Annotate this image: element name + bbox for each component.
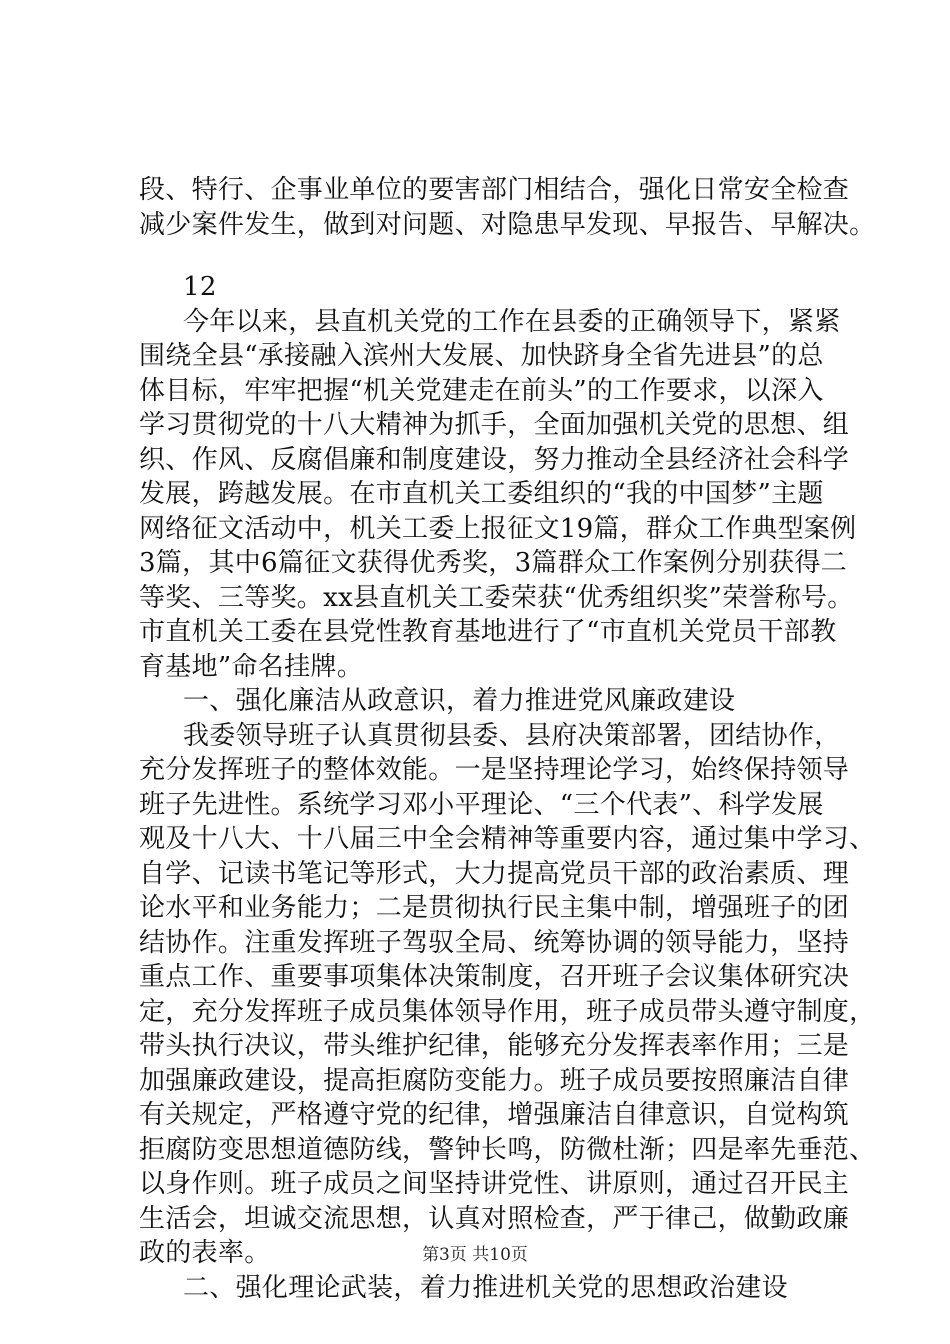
paragraph-intro — [139, 305, 857, 685]
text-line: 自学、记读书笔记等形式，大力提高党员干部的政治素质、理 — [139, 858, 850, 889]
main-content — [139, 270, 876, 1305]
text-line: 加强廉政建设，提高拒腐防变能力。班子成员要按照廉洁自律 — [139, 1065, 850, 1096]
text-line: 班子先进性。系统学习邓小平理论、“三个代表”、科学发展 — [139, 789, 824, 820]
text-line: 观及十八大、十八届三中全会精神等重要内容，通过集中学习、 — [139, 824, 876, 854]
text-line: 段、特行、企事业单位的要害部门相结合，强化日常安全检查 — [139, 175, 850, 205]
text-line: 带头执行决议，带头维护纪律，能够充分发挥表率作用；三是 — [139, 1031, 850, 1061]
text-line: 网络征文活动中，机关工委上报征文19篇，群众工作典型案例 — [139, 513, 857, 544]
section-heading-2: 二、强化理论武装，着力推进机关党的思想政治建设 — [183, 1272, 788, 1303]
text-line: 学习贯彻党的十八大精神为抓手，全面加强机关党的思想、组 — [139, 410, 850, 440]
text-line: 有关规定，严格遵守党的纪律，增强廉洁自律意识，自觉构筑 — [139, 1100, 850, 1130]
text-line: 围绕全县“承接融入滨州大发展、加快跻身全省先进县”的总 — [139, 341, 824, 371]
paragraph-integrity — [139, 719, 876, 1271]
text-line: 织、作风、反腐倡廉和制度建设，努力推动全县经济社会科学 — [139, 444, 850, 475]
text-line: 生活会，坦诚交流思想，认真对照检查，严于律己，做勤政廉 — [139, 1203, 850, 1234]
text-line: 我委领导班子认真贯彻县委、县府决策部署，团结协作， — [183, 720, 841, 751]
page-footer — [0, 1240, 950, 1265]
text-line: 定，充分发挥班子成员集体领导作用，班子成员带头遵守制度， — [139, 996, 876, 1027]
text-line: 发展，跨越发展。在市直机关工委组织的“我的中国梦”主题 — [139, 479, 824, 509]
text-line: 今年以来，县直机关党的工作在县委的正确领导下，紧紧 — [183, 306, 841, 337]
text-line: 体目标，牢牢把握“机关党建走在前头”的工作要求，以深入 — [139, 375, 824, 406]
section-heading-1: 一、强化廉洁从政意识，着力推进党风廉政建设 — [183, 686, 736, 716]
text-line: 以身作则。班子成员之间坚持讲党性、讲原则，通过召开民主 — [139, 1169, 850, 1199]
text-line: 重点工作、重要事项集体决策制度，召开班子会议集体研究决 — [139, 962, 850, 992]
text-line: 充分发挥班子的整体效能。一是坚持理论学习，始终保持领导 — [139, 755, 850, 785]
text-line: 论水平和业务能力；二是贯彻执行民主集中制，增强班子的团 — [139, 893, 850, 923]
text-line: 市直机关工委在县党性教育基地进行了“市直机关党员干部教 — [139, 617, 837, 647]
text-line: 3篇，其中6篇征文获得优秀奖，3篇群众工作案例分别获得二 — [139, 548, 848, 578]
text-line: 结协作。注重发挥班子驾驭全局、统筹协调的领导能力，坚持 — [139, 927, 850, 958]
text-line: 减少案件发生，做到对问题、对隐患早发现、早报告、早解决。 — [139, 209, 876, 240]
text-line: 等奖、三等奖。xx县直机关工委荣获“优秀组织奖”荣誉称号。 — [139, 582, 854, 613]
text-line: 育基地”命名挂牌。 — [139, 651, 363, 682]
section-number: 12 — [183, 272, 217, 302]
text-line: 政的表率。 — [139, 1238, 271, 1268]
text-line: 拒腐防变思想道德防线，警钟长鸣，防微杜渐；四是率先垂范、 — [139, 1134, 876, 1165]
continued-paragraph — [139, 173, 876, 242]
page-number: 第3页 共10页 — [422, 1245, 528, 1265]
